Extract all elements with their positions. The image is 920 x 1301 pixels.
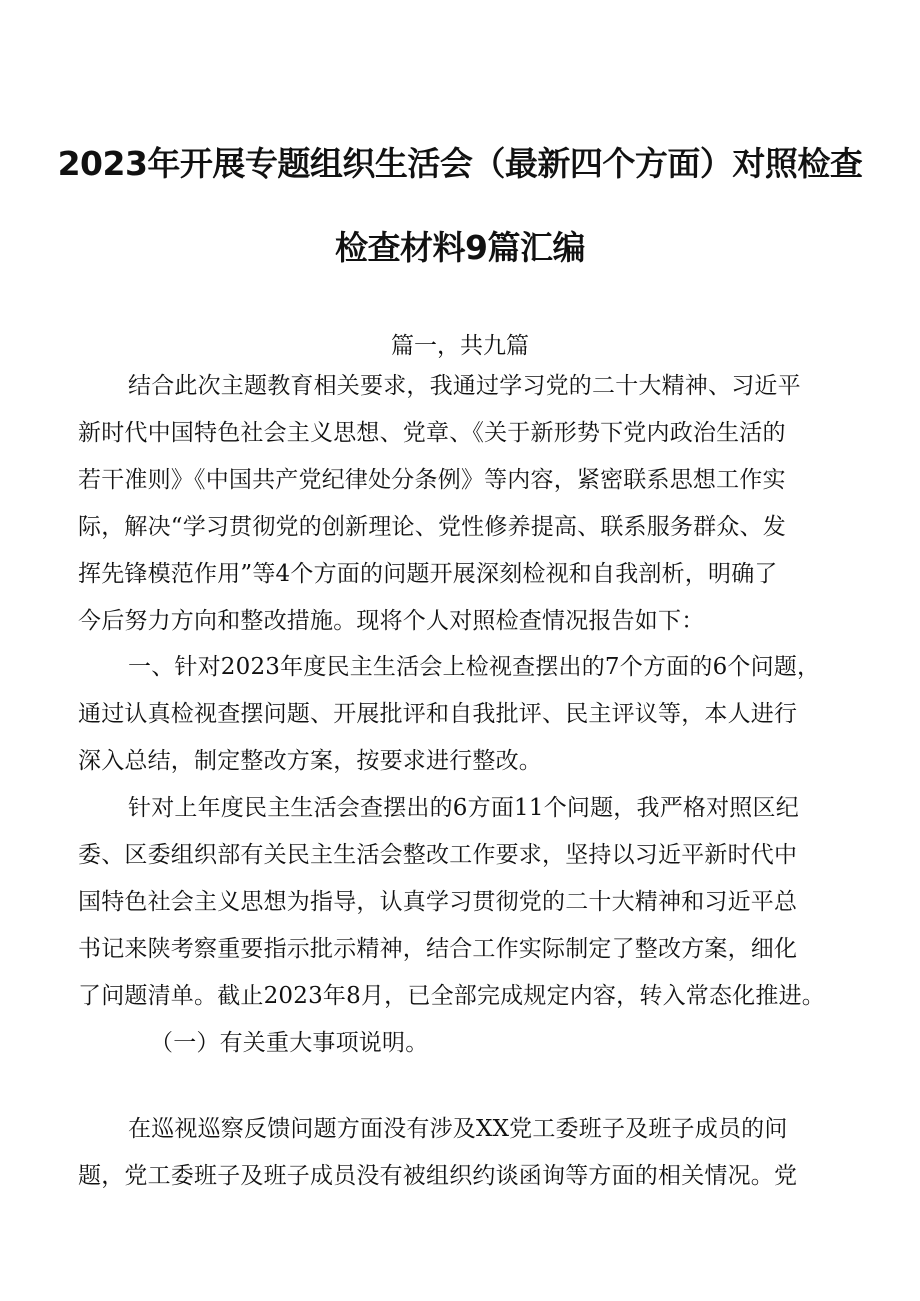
paragraph-1-line-3: 若干准则》《中国共产党纪律处分条例》等内容，紧密联系思想工作实 [78, 467, 786, 493]
paragraph-2-line-2: 通过认真检视查摆问题、开展批评和自我批评、民主评议等，本人进行 [78, 701, 798, 727]
paragraph-4-line-2: 题，党工委班子及班子成员没有被组织约谈函询等方面的相关情况。党 [78, 1163, 798, 1189]
paragraph-4-line-1: 在巡视巡察反馈问题方面没有涉及XX党工委班子及班子成员的问 [128, 1116, 788, 1142]
paragraph-1-line-5: 挥先锋模范作用”等4个方面的问题开展深刻检视和自我剖析，明确了 [78, 561, 778, 587]
paragraph-3-line-2: 委、区委组织部有关民主生活会整改工作要求，坚持以习近平新时代中 [78, 842, 798, 868]
section-subheading: 篇一，共九篇 [391, 333, 529, 359]
paragraph-1-line-6: 今后努力方向和整改措施。现将个人对照检查情况报告如下： [78, 608, 705, 634]
document-title-line-2: 检查材料9篇汇编 [335, 228, 585, 267]
paragraph-2-line-3: 深入总结，制定整改方案，按要求进行整改。 [78, 748, 542, 774]
paragraph-1-line-2: 新时代中国特色社会主义思想、党章、《关于新形势下党内政治生活的 [78, 420, 786, 446]
paragraph-1-line-1: 结合此次主题教育相关要求，我通过学习党的二十大精神、习近平 [128, 373, 801, 399]
paragraph-3-line-1: 针对上年度民主生活会查摆出的6方面11个问题，我严格对照区纪 [128, 795, 799, 821]
paragraph-3-line-4: 书记来陕考察重要指示批示精神，结合工作实际制定了整改方案，细化 [78, 936, 798, 962]
paragraph-2-line-1: 一、针对2023年度民主生活会上检视查摆出的7个方面的6个问题， [128, 654, 821, 680]
section-heading-1: （一）有关重大事项说明。 [150, 1030, 429, 1056]
paragraph-3-line-3: 国特色社会主义思想为指导，认真学习贯彻党的二十大精神和习近平总 [78, 889, 798, 915]
document-title-line-1: 2023年开展专题组织生活会（最新四个方面）对照检查 [57, 144, 863, 183]
paragraph-3-line-5: 了问题清单。截止2023年8月，已全部完成规定内容，转入常态化推进。 [78, 983, 825, 1009]
paragraph-1-line-4: 际，解决“学习贯彻党的创新理论、党性修养提高、联系服务群众、发 [78, 514, 786, 540]
